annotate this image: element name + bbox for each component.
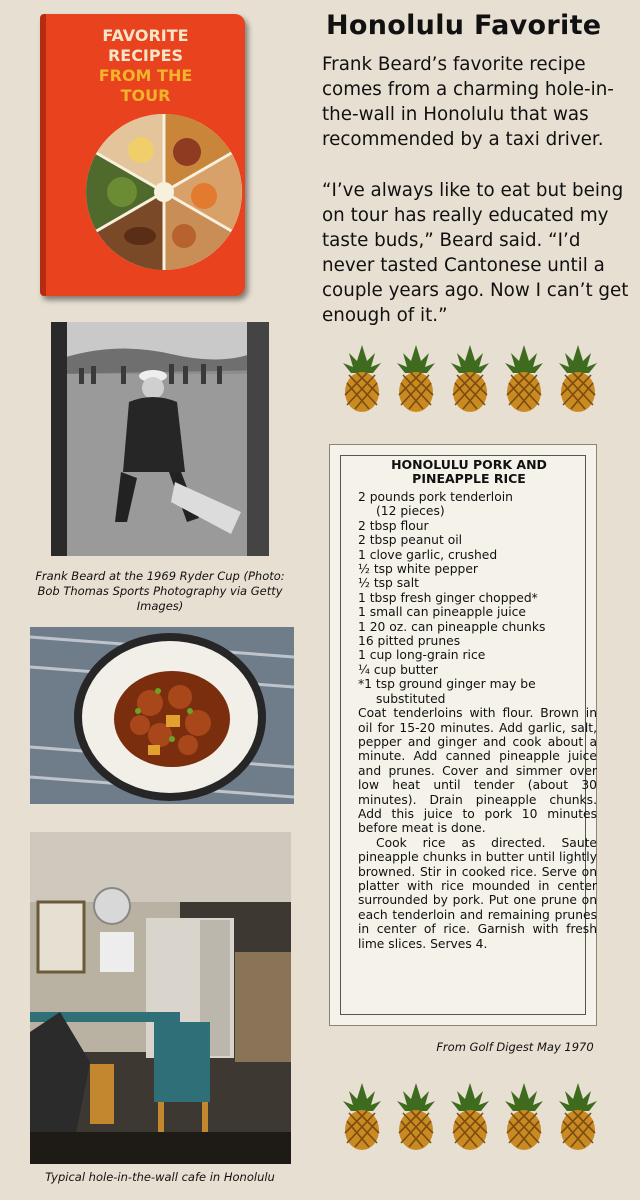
golfer-photo [51,322,269,556]
intro-paragraph: “I’ve always like to eat but being on tour has really educated my taste buds,” Beard said. “I’d never tasted Cantonese until a couple years ago. Now I can’t get enough of it.” [322,180,629,326]
food-wheel-illustration [84,112,244,272]
recipe-title-line: HONOLULU PORK AND [391,457,547,472]
pineapple-icon [555,345,609,415]
pineapple-icon [447,345,501,415]
pineapple-icon [393,345,447,415]
cookbook-cover-image [40,14,245,296]
intro-paragraph: Frank Beard’s favorite recipe comes from a charming hole-in-the-wall in Honolulu that was recommended by a taxi driver. [322,54,614,150]
ingredient-line: ¼ cup butter [358,662,438,677]
pork-rice-photo [30,627,294,804]
recipe-title-line: PINEAPPLE RICE [412,470,526,486]
ingredient-line: ½ tsp salt [358,576,419,591]
pineapple-icon [393,1083,447,1153]
ingredient-line: substituted [376,691,446,706]
ingredient-line: ½ tsp white pepper [358,562,478,577]
recipe-title [358,458,580,485]
pineapple-icon [555,1083,609,1153]
recipe-text [358,458,598,951]
ingredient-line: 2 tbsp flour [358,518,429,533]
ingredient-line: 1 clove garlic, crushed [358,547,498,562]
cafe-photo-caption: Typical hole-in-the-wall cafe in Honolulu [45,1170,275,1184]
ingredient-list [358,490,598,706]
pineapple-row-top [339,345,609,415]
ingredient-line: 1 tbsp fresh ginger chopped* [358,590,538,605]
book-title-line: FAVORITE [102,26,189,45]
ingredient-line: 1 20 oz. can pineapple chunks [358,619,546,634]
ingredient-line: 2 pounds pork tenderloin [358,490,513,504]
intro-text [322,52,637,328]
page-title: Honolulu Favorite [326,10,602,41]
book-title-line: RECIPES [107,46,184,65]
ingredient-line: 1 cup long-grain rice [358,648,486,663]
recipe-directions: Coat tenderloins with flour. Brown in oil for 15-20 minutes. Add garlic, salt, pepper and ginger and cook about a minute. Add canned pineapple juice and prunes. Cover and simmer over low heat until tender (about 30 minutes). Drain pineapple chunks. Add this juice to pork 10 minutes before meat is done. [358,706,597,836]
ingredient-line: *1 tsp ground ginger may be [358,677,536,692]
cafe-interior-photo [30,832,291,1164]
book-title-line: FROM THE [98,66,193,85]
pineapple-icon [447,1083,501,1153]
recipe-clipping [329,444,597,1026]
recipe-directions: Cook rice as directed. Saute pineapple chunks in butter until lightly browned. Stir in cooked rice. Serve on platter with rice mounded in center surrounded by pork. Put one prune on each tenderloin and remaining prunes in center of rice. Garnish with fresh lime slices. Serves 4. [358,835,597,951]
pineapple-icon [339,345,393,415]
ingredient-line: 1 small can pineapple juice [358,605,526,620]
ingredient-line: 16 pitted prunes [358,634,461,649]
pineapple-icon [339,1083,393,1153]
ingredient-line: (12 pieces) [376,504,445,519]
pineapple-icon [501,345,555,415]
book-title-line: TOUR [120,86,171,105]
golfer-photo-caption: Frank Beard at the 1969 Ryder Cup (Photo: Bob Thomas Sports Photography via Getty Images) [35,569,285,613]
ingredient-line: 2 tbsp peanut oil [358,533,463,548]
pineapple-icon [501,1083,555,1153]
source-caption: From Golf Digest May 1970 [436,1040,594,1054]
pineapple-row-bottom [339,1083,609,1153]
